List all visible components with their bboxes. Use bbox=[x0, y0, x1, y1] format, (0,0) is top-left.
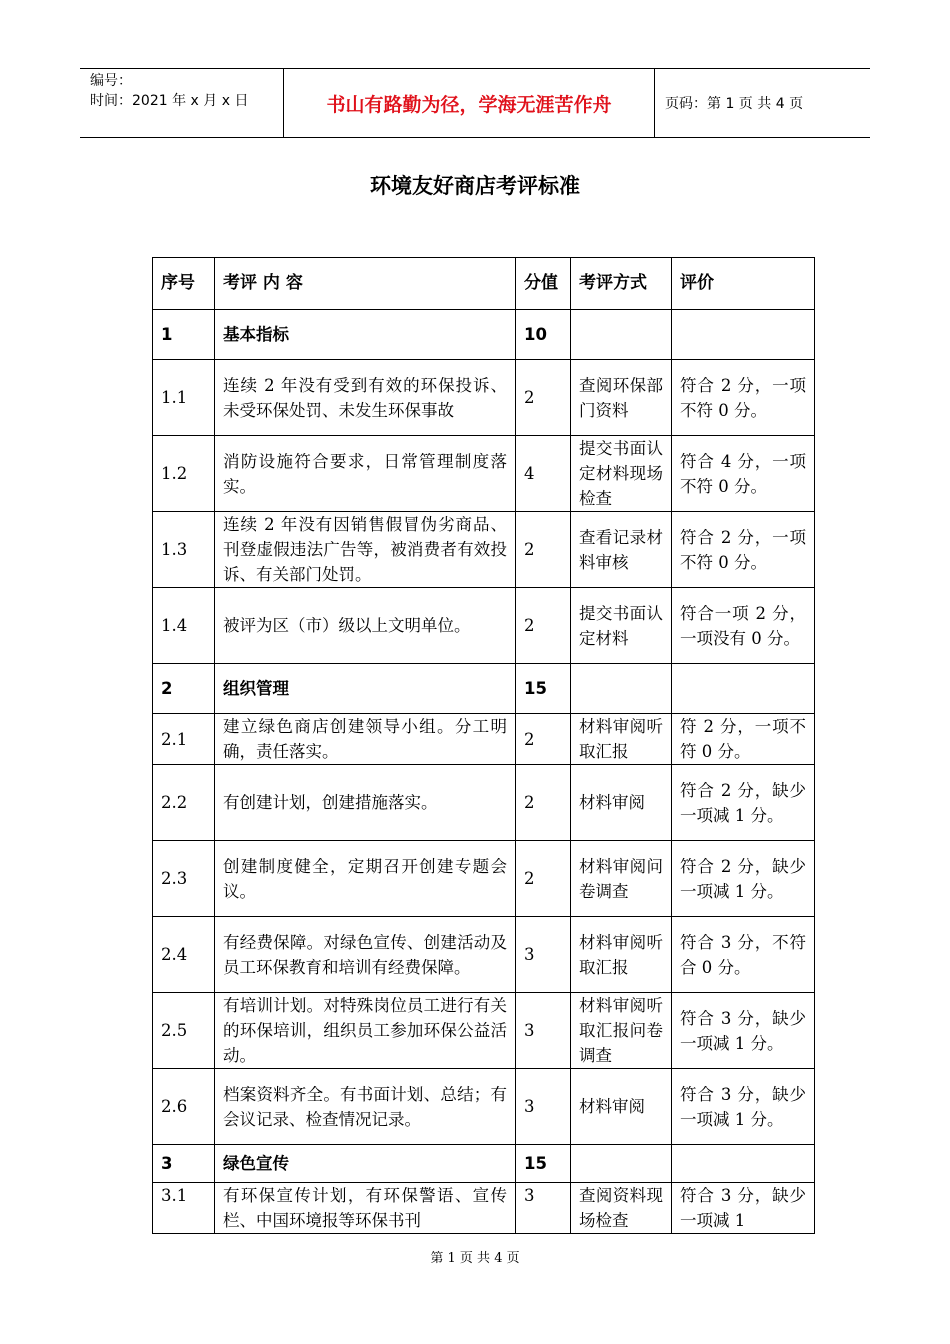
cell-method: 材料审阅 bbox=[571, 1069, 672, 1145]
cell-content: 组织管理 bbox=[215, 664, 516, 714]
cell-content: 连续 2 年没有因销售假冒伪劣商品、刊登虚假违法广告等，被消费者有效投诉、有关部门处罚。 bbox=[215, 512, 516, 588]
cell-method bbox=[571, 310, 672, 360]
cell-no: 2.5 bbox=[153, 993, 215, 1069]
cell-eval bbox=[672, 310, 815, 360]
header-cell-no: 序号 bbox=[153, 258, 215, 310]
cell-no: 2.4 bbox=[153, 917, 215, 993]
cell-score: 3 bbox=[516, 993, 571, 1069]
header-cell-eval: 评价 bbox=[672, 258, 815, 310]
cell-content: 有环保宣传计划，有环保警语、宣传栏、中国环境报等环保书刊 bbox=[215, 1183, 516, 1234]
cell-content: 被评为区（市）级以上文明单位。 bbox=[215, 588, 516, 664]
cell-eval: 符合 4 分，一项不符 0 分。 bbox=[672, 436, 815, 512]
cell-no: 3.1 bbox=[153, 1183, 215, 1234]
table-section-row bbox=[153, 310, 815, 360]
cell-method: 查阅环保部门资料 bbox=[571, 360, 672, 436]
cell-score: 2 bbox=[516, 588, 571, 664]
cell-no: 1.3 bbox=[153, 512, 215, 588]
cell-method: 材料审阅听取汇报 bbox=[571, 714, 672, 765]
cell-score: 3 bbox=[516, 1069, 571, 1145]
cell-content: 创建制度健全，定期召开创建专题会议。 bbox=[215, 841, 516, 917]
cell-score: 10 bbox=[516, 310, 571, 360]
cell-method bbox=[571, 664, 672, 714]
page-header bbox=[80, 68, 870, 138]
cell-content: 绿色宣传 bbox=[215, 1145, 516, 1183]
table-row bbox=[153, 841, 815, 917]
cell-method: 查阅资料现场检查 bbox=[571, 1183, 672, 1234]
cell-score: 15 bbox=[516, 664, 571, 714]
table-header-row bbox=[153, 258, 815, 310]
cell-eval: 符合 3 分，缺少一项减 1 bbox=[672, 1183, 815, 1234]
cell-method bbox=[571, 1145, 672, 1183]
table-row bbox=[153, 360, 815, 436]
cell-content: 基本指标 bbox=[215, 310, 516, 360]
header-cell-content: 考评 内 容 bbox=[215, 258, 516, 310]
cell-eval bbox=[672, 664, 815, 714]
cell-content: 建立绿色商店创建领导小组。分工明确，责任落实。 bbox=[215, 714, 516, 765]
table-row bbox=[153, 993, 815, 1069]
cell-no: 1 bbox=[153, 310, 215, 360]
cell-eval: 符合 3 分，不符合 0 分。 bbox=[672, 917, 815, 993]
cell-content: 有培训计划。对特殊岗位员工进行有关的环保培训，组织员工参加环保公益活动。 bbox=[215, 993, 516, 1069]
page-footer: 第 1 页 共 4 页 bbox=[430, 1251, 520, 1266]
cell-eval bbox=[672, 1145, 815, 1183]
table-row bbox=[153, 588, 815, 664]
header-page-label: 页码：第 1 页 共 4 页 bbox=[665, 96, 804, 112]
cell-method: 材料审阅听取汇报问卷调查 bbox=[571, 993, 672, 1069]
cell-score: 2 bbox=[516, 765, 571, 841]
cell-eval: 符 2 分，一项不符 0 分。 bbox=[672, 714, 815, 765]
table-row bbox=[153, 714, 815, 765]
cell-no: 1.1 bbox=[153, 360, 215, 436]
time-label: 时间：2021 年 x 月 x 日 bbox=[90, 93, 249, 109]
cell-no: 3 bbox=[153, 1145, 215, 1183]
cell-score: 15 bbox=[516, 1145, 571, 1183]
cell-method: 材料审阅 bbox=[571, 765, 672, 841]
table-row bbox=[153, 1183, 815, 1234]
table-section-row bbox=[153, 664, 815, 714]
cell-no: 2.6 bbox=[153, 1069, 215, 1145]
number-label: 编号： bbox=[90, 73, 132, 89]
cell-score: 2 bbox=[516, 360, 571, 436]
cell-no: 2.2 bbox=[153, 765, 215, 841]
cell-score: 2 bbox=[516, 714, 571, 765]
cell-content: 连续 2 年没有受到有效的环保投诉、未受环保处罚、未发生环保事故 bbox=[215, 360, 516, 436]
cell-score: 2 bbox=[516, 512, 571, 588]
cell-content: 有创建计划，创建措施落实。 bbox=[215, 765, 516, 841]
cell-eval: 符合 3 分，缺少一项减 1 分。 bbox=[672, 1069, 815, 1145]
cell-no: 1.2 bbox=[153, 436, 215, 512]
header-cell-score: 分值 bbox=[516, 258, 571, 310]
cell-score: 3 bbox=[516, 1183, 571, 1234]
table-section-row bbox=[153, 1145, 815, 1183]
cell-score: 4 bbox=[516, 436, 571, 512]
table-row bbox=[153, 512, 815, 588]
cell-no: 1.4 bbox=[153, 588, 215, 664]
cell-score: 3 bbox=[516, 917, 571, 993]
cell-no: 2.3 bbox=[153, 841, 215, 917]
cell-no: 2 bbox=[153, 664, 215, 714]
cell-no: 2.1 bbox=[153, 714, 215, 765]
cell-eval: 符合 2 分，缺少一项减 1 分。 bbox=[672, 765, 815, 841]
cell-eval: 符合一项 2 分，一项没有 0 分。 bbox=[672, 588, 815, 664]
cell-eval: 符合 3 分，缺少一项减 1 分。 bbox=[672, 993, 815, 1069]
cell-score: 2 bbox=[516, 841, 571, 917]
table-row bbox=[153, 765, 815, 841]
document-title: 环境友好商店考评标准 bbox=[370, 174, 580, 198]
header-cell-method: 考评方式 bbox=[571, 258, 672, 310]
cell-content: 有经费保障。对绿色宣传、创建活动及员工环保教育和培训有经费保障。 bbox=[215, 917, 516, 993]
cell-content: 档案资料齐全。有书面计划、总结；有会议记录、检查情况记录。 bbox=[215, 1069, 516, 1145]
table-row bbox=[153, 917, 815, 993]
header-motto: 书山有路勤为径，学海无涯苦作舟 bbox=[283, 69, 655, 137]
table-row bbox=[153, 436, 815, 512]
cell-method: 提交书面认定材料 bbox=[571, 588, 672, 664]
cell-method: 查看记录材料审核 bbox=[571, 512, 672, 588]
header-meta bbox=[80, 69, 283, 137]
table-row bbox=[153, 1069, 815, 1145]
evaluation-table bbox=[152, 257, 815, 1234]
cell-method: 材料审阅问卷调查 bbox=[571, 841, 672, 917]
cell-eval: 符合 2 分，一项不符 0 分。 bbox=[672, 512, 815, 588]
cell-method: 材料审阅听取汇报 bbox=[571, 917, 672, 993]
cell-content: 消防设施符合要求，日常管理制度落实。 bbox=[215, 436, 516, 512]
cell-eval: 符合 2 分，一项不符 0 分。 bbox=[672, 360, 815, 436]
cell-eval: 符合 2 分，缺少一项减 1 分。 bbox=[672, 841, 815, 917]
cell-method: 提交书面认定材料现场检查 bbox=[571, 436, 672, 512]
